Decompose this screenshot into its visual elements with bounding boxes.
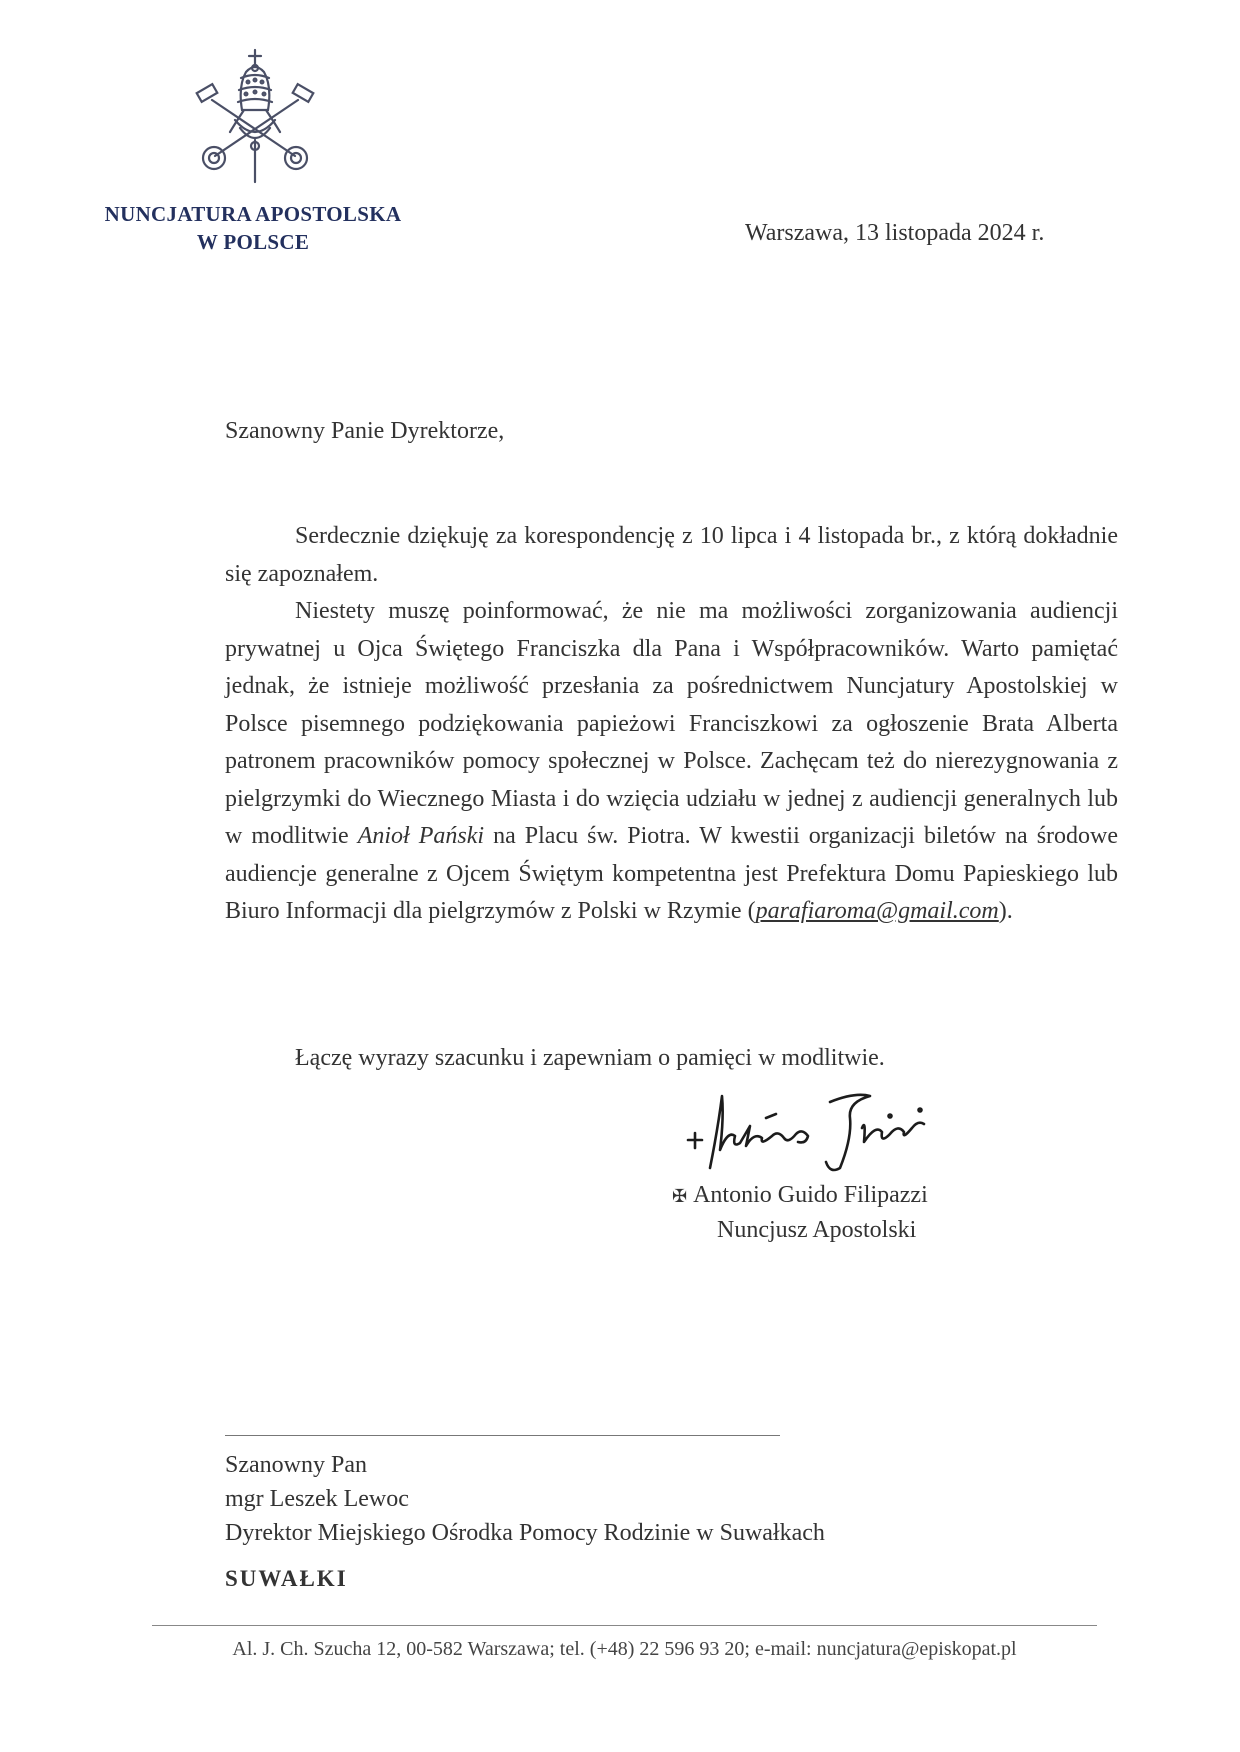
signer-block [672,1178,928,1247]
signer-name: Antonio Guido Filipazzi [693,1182,928,1208]
organization-line-1: NUNCJATURA APOSTOLSKA [104,202,402,226]
recipient-block [225,1448,825,1596]
footer-separator [152,1625,1097,1626]
handwritten-signature [680,1088,940,1178]
recipient-city: SUWAŁKI [225,1566,348,1591]
salutation: Szanowny Panie Dyrektorze, [225,418,505,444]
email-link[interactable]: parafiaroma@gmail.com [755,898,999,924]
paragraph-2-part-3: ). [998,898,1013,924]
episcopal-cross-icon: ✠ [672,1186,688,1206]
organization-line-2: W POLSCE [196,230,310,254]
letter-date: Warszawa, 13 listopada 2024 r. [745,220,1045,246]
recipient-separator [225,1435,780,1436]
footer-address: Al. J. Ch. Szucha 12, 00-582 Warszawa; tel. (+48) 22 596 93 20; e-mail: nuncjatura@episkopat.pl [232,1638,1017,1660]
prayer-name: Anioł Pański [357,823,485,849]
closing-line: Łączę wyrazy szacunku i zapewniam o pamięci w modlitwie. [295,1045,885,1071]
organization-name [88,200,418,256]
paragraph-1: Serdecznie dziękuję za korespondencję z 10 lipca i 4 listopada br., z którą dokładnie się zapoznałem. [225,523,1118,587]
paragraph-2-part-1: Niestety muszę poinformować, że nie ma możliwości zorganizowania audiencji prywatnej u Ojca Świętego Franciszka dla Pana i Współpracowników. Warto pamiętać jednak, że istnieje możliwość przesłania za pośrednictwem Nuncjatury Apostolskiej w Polsce pisemnego podziękowania papieżowi Franciszkowi za ogłoszenie Brata Alberta patronem pracowników pomocy społecznej w Polsce. Zachęcam też do nierezygnowania z pielgrzymki do Wiecznego Miasta i do wzięcia udziału w jednej z audiencji generalnych lub w modlitwie [225,598,1118,849]
recipient-line-1: Szanowny Pan [225,1452,367,1478]
recipient-line-2: mgr Leszek Lewoc [225,1486,409,1512]
letter-body [225,518,1118,931]
papal-tiara-keys-emblem [190,48,320,188]
paragraph-2 [225,593,1118,931]
recipient-line-3: Dyrektor Miejskiego Ośrodka Pomocy Rodzinie w Suwałkach [225,1520,825,1546]
signer-title: Nuncjusz Apostolski [717,1217,917,1243]
paragraph-2-part-2: na Placu św. Piotra. W kwestii organizacji biletów na środowe audiencje generalne z Ojcem Świętym kompetentna jest Prefektura Domu Papieskiego lub Biuro Informacji dla pielgrzymów z Polski w Rzymie ( [225,823,1119,924]
